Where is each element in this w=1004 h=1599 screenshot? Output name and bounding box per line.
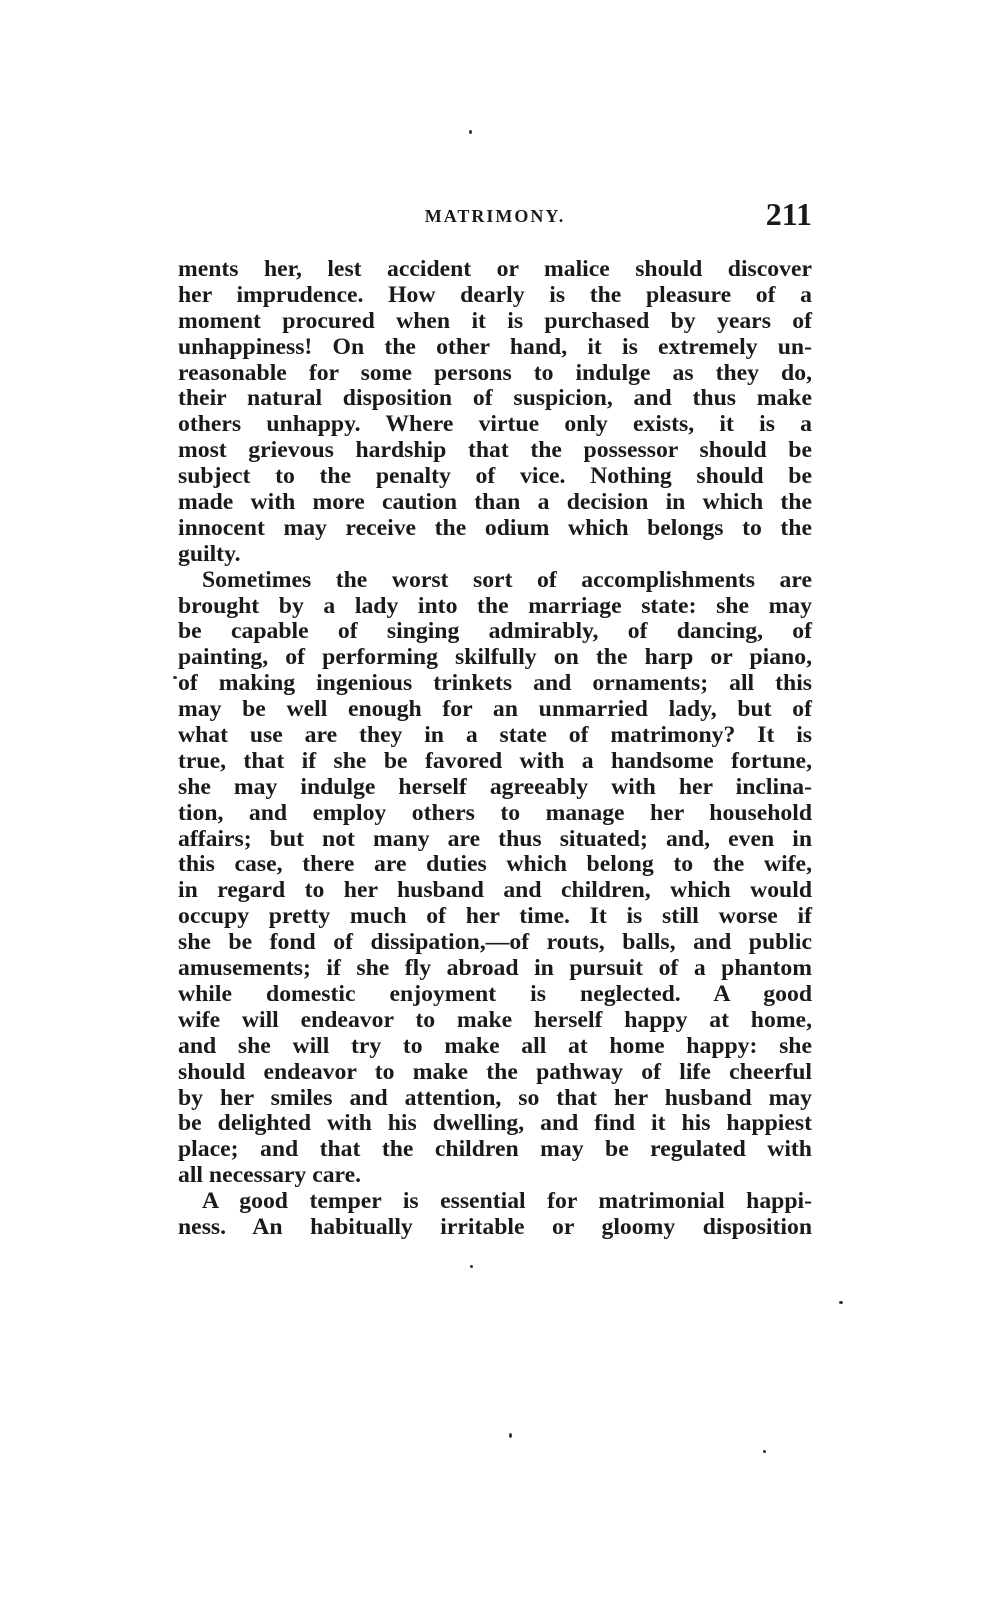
text-line: others unhappy. Where virtue only exists, it is a <box>178 411 812 438</box>
text-line: painting, of performing skilfully on the harp or piano, <box>178 644 812 671</box>
running-head: MATRIMONY. <box>424 206 566 226</box>
text-line: innocent may receive the odium which belongs to the <box>178 514 812 541</box>
text-line: subject to the penalty of vice. Nothing should be <box>178 463 812 490</box>
scan-speck <box>470 1265 473 1268</box>
page-header <box>178 196 812 236</box>
text-line: amusements; if she fly abroad in pursuit of a phantom <box>178 955 812 982</box>
text-line: reasonable for some persons to indulge as they do, <box>178 359 812 386</box>
text-line: her imprudence. How dearly is the pleasure of a <box>178 281 812 308</box>
text-line: all necessary care. <box>178 1162 362 1189</box>
text-line: and she will try to make all at home happy: she <box>178 1032 812 1059</box>
text-line: unhappiness! On the other hand, it is extremely un- <box>178 333 812 360</box>
text-line: true, that if she be favored with a handsome fortune, <box>178 747 812 774</box>
text-line: occupy pretty much of her time. It is still worse if <box>178 903 812 930</box>
body-text <box>178 257 812 1241</box>
scan-speck <box>509 1433 512 1438</box>
text-line: what use are they in a state of matrimony? It is <box>178 722 812 749</box>
text-line: should endeavor to make the pathway of life cheerful <box>178 1058 812 1085</box>
scan-speck <box>173 676 177 679</box>
text-line: she be fond of dissipation,—of routs, balls, and public <box>178 929 812 956</box>
text-line: she may indulge herself agreeably with her inclina- <box>178 773 812 800</box>
text-line: ments her, lest accident or malice should discover <box>178 256 812 282</box>
text-line: by her smiles and attention, so that her husband may <box>178 1084 812 1111</box>
text-line: most grievous hardship that the possessor should be <box>178 437 812 464</box>
text-line: A good temper is essential for matrimonial happi- <box>202 1188 812 1215</box>
text-line: ness. An habitually irritable or gloomy disposition <box>178 1213 812 1240</box>
text-line: of making ingenious trinkets and ornaments; all this <box>178 670 812 697</box>
text-line: be delighted with his dwelling, and find it his happiest <box>178 1110 812 1137</box>
scan-speck <box>763 1450 766 1453</box>
scan-speck <box>839 1301 843 1304</box>
page-number: 211 <box>765 196 812 232</box>
text-line: brought by a lady into the marriage state: she may <box>178 592 812 619</box>
text-line: place; and that the children may be regulated with <box>178 1136 812 1163</box>
text-line: wife will endeavor to make herself happy at home, <box>178 1006 812 1033</box>
text-line: may be well enough for an unmarried lady, but of <box>178 696 812 723</box>
text-line: their natural disposition of suspicion, and thus make <box>178 385 812 412</box>
text-line: in regard to her husband and children, which would <box>178 877 812 904</box>
text-line: this case, there are duties which belong to the wife, <box>178 851 812 878</box>
text-line: moment procured when it is purchased by years of <box>178 307 812 334</box>
text-line: made with more caution than a decision in which the <box>178 489 812 516</box>
scan-speck <box>469 130 472 134</box>
text-line: tion, and employ others to manage her household <box>178 799 812 826</box>
text-line: be capable of singing admirably, of dancing, of <box>178 618 812 645</box>
text-line: affairs; but not many are thus situated; and, even in <box>178 825 812 852</box>
text-line: Sometimes the worst sort of accomplishments are <box>202 566 812 593</box>
text-line: while domestic enjoyment is neglected. A good <box>178 980 812 1007</box>
text-line: guilty. <box>178 540 241 567</box>
